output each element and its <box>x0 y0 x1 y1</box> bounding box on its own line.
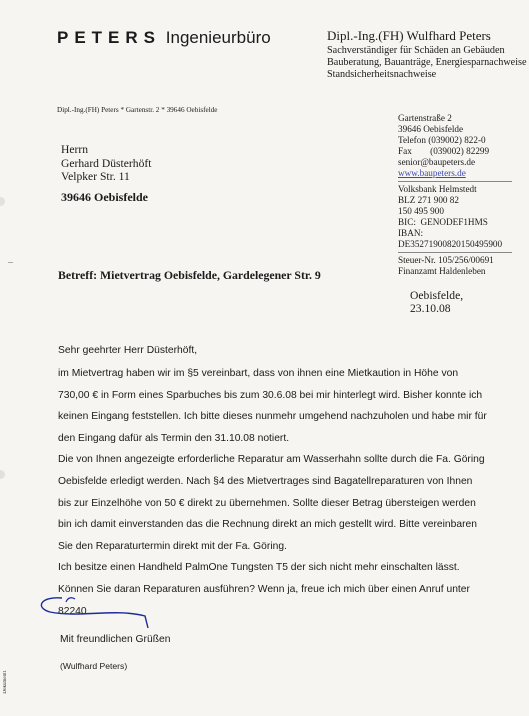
contact-fax: Fax (039002) 82299 <box>398 145 490 156</box>
punch-hole-top <box>0 197 5 206</box>
footer-docname: Dokument1 <box>3 670 8 694</box>
bank-block <box>398 184 502 249</box>
bank-line-1: Volksbank Helmstedt <box>398 184 477 194</box>
tax-office: Finanzamt Haldenleben <box>398 265 486 276</box>
sender-return-line: Dipl.-Ing.(FH) Peters * Gartenstr. 2 * 39646 Oebisfelde <box>57 106 218 114</box>
recipient-address <box>61 143 151 184</box>
body-line: bin ich damit einverstanden das die Rechnung direkt an mich gestellt wird. Bitte vereinbaren <box>58 519 477 531</box>
closing: Mit freundlichen Grüßen <box>60 634 171 646</box>
bank-line-3: 150 495 900 <box>398 205 444 216</box>
signature <box>20 588 160 638</box>
punch-hole-bottom <box>0 470 5 479</box>
greeting: Sehr geehrter Herr Düsterhöft, <box>58 345 198 356</box>
contact-phone: Telefon (039002) 822-0 <box>398 134 486 145</box>
bank-line-5: IBAN: <box>398 227 424 238</box>
logo-rest: Ingenieurbüro <box>165 28 271 47</box>
tax-number: Steuer-Nr. 105/256/00691 <box>398 255 494 265</box>
contact-web-link[interactable]: www.baupeters.de <box>398 167 466 178</box>
body-line: 730,00 € in Form eines Sparbuches bis zum 30.6.08 bei mir hinterlegt wird. Bisher konnte ich <box>58 389 483 401</box>
signer-name: (Wulfhard Peters) <box>60 661 128 672</box>
body-line: Sie den Reparaturtermin direkt mit der Fa. Göring. <box>58 540 287 552</box>
tax-block <box>398 255 494 277</box>
fold-mark <box>8 262 13 263</box>
contact-email: senior@baupeters.de <box>398 156 476 167</box>
body-line: Können Sie daran Reparaturen ausführen? Wenn ja, freue ich mich über einen Anruf unter <box>58 584 470 595</box>
body-line: Die von Ihnen angezeigte erforderliche Reparatur am Wasserhahn sollte durch die Fa. Göring <box>58 454 485 466</box>
recipient-line-1: Herrn <box>61 143 89 156</box>
contact-city: 39646 Oebisfelde <box>398 123 464 134</box>
divider-2 <box>398 252 512 253</box>
body-line: Oebisfelde erledigt werden. Nach §4 des Mietvertrages sind Bagatellreparaturen von Ihnen <box>58 476 473 487</box>
recipient-city: 39646 Oebisfelde <box>61 190 148 204</box>
place-date <box>410 289 463 315</box>
contact-block <box>398 113 489 178</box>
body-line: den Eingang dafür als Termin den 31.10.08 notiert. <box>58 432 290 444</box>
body-line: im Mietvertrag haben wir im §5 vereinbart, dass von ihnen eine Mietkaution in Höhe von <box>58 368 459 379</box>
bank-line-4: BIC: GENODEF1HMS <box>398 216 488 227</box>
subject-line: Betreff: Mietvertrag Oebisfelde, Gardelegener Str. 9 <box>58 268 321 282</box>
service-line-1: Sachverständiger für Schäden an Gebäuden <box>327 45 505 56</box>
logo-brand: PETERS <box>57 28 162 47</box>
letter-date: 23.10.08 <box>410 302 451 315</box>
bank-line-6: DE35271900820150495900 <box>398 238 503 249</box>
service-line-2: Bauberatung, Bauanträge, Energiesparnachweise <box>327 57 527 68</box>
body-line: 82240. <box>58 605 90 617</box>
divider-1 <box>398 181 512 182</box>
body-line: Ich besitze einen Handheld PalmOne Tungsten T5 der sich nicht mehr einschalten lässt. <box>58 562 460 574</box>
engineer-title: Dipl.-Ing.(FH) Wulfhard Peters <box>327 28 491 43</box>
letter-place: Oebisfelde, <box>410 289 464 302</box>
recipient-line-3: Velpker Str. 11 <box>61 170 130 183</box>
body-line: keinen Eingang feststellen. Ich bitte dieses nunmehr umgehend nachzuholen und habe mir für <box>58 411 487 423</box>
contact-street: Gartenstraße 2 <box>398 113 452 123</box>
recipient-line-2: Gerhard Düsterhöft <box>61 156 152 170</box>
body-line: bis zur Einzelhöhe von 50 € direkt zu übernehmen. Sollte dieser Betrag übersteigen werden <box>58 497 476 509</box>
service-line-3: Standsicherheitsnachweise <box>327 69 437 80</box>
company-logo <box>57 28 271 48</box>
bank-line-2: BLZ 271 900 82 <box>398 194 459 205</box>
